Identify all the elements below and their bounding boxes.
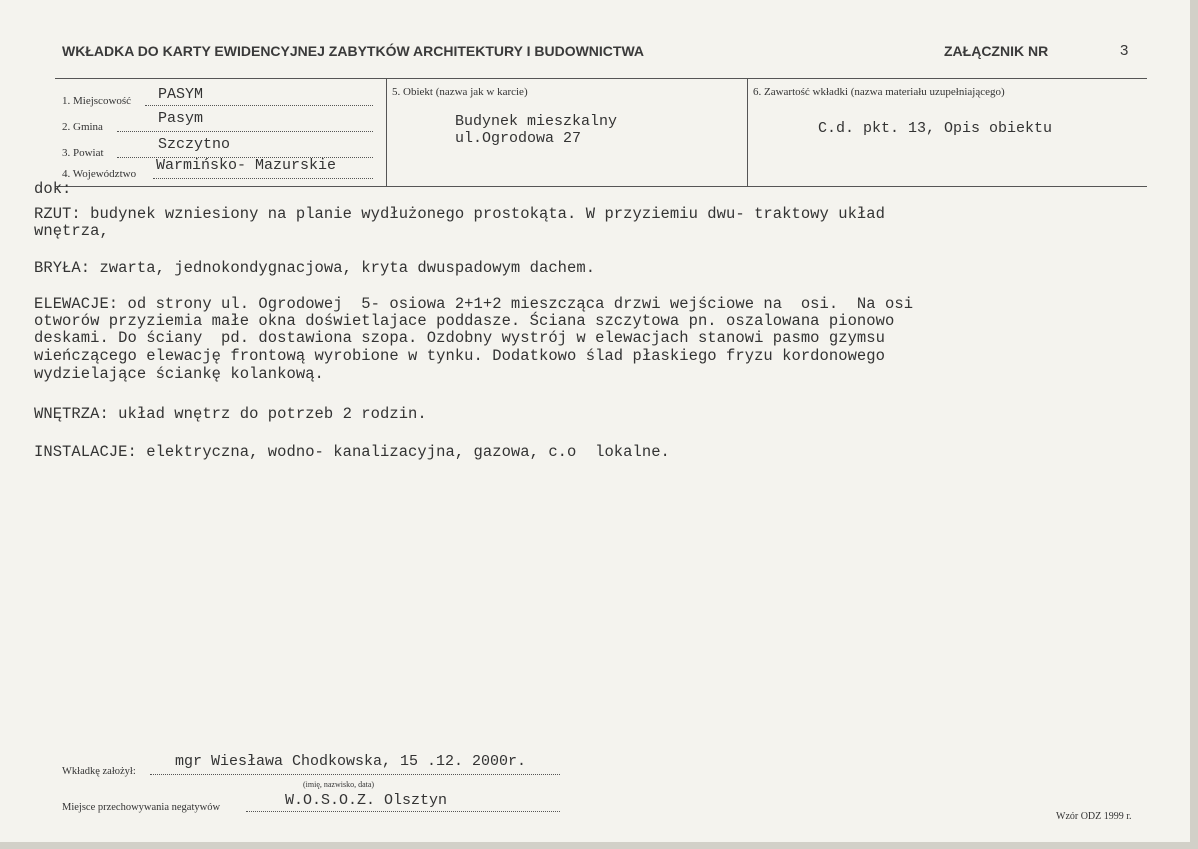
content-value: C.d. pkt. 13, Opis obiektu [818, 120, 1053, 137]
object-address: ul.Ogrodowa 27 [455, 130, 582, 147]
content-label: 6. Zawartość wkładki (nazwa materiału uzupełniającego) [753, 86, 1005, 98]
wojewodztwo-line [153, 178, 373, 179]
elewacje-line: wieńczącego elewację frontową wyrobione w tynku. Dodatkowo ślad płaskiego fryzu kordonowego [34, 347, 885, 365]
wnetrza-line: WNĘTRZA: układ wnętrz do potrzeb 2 rodzin. [34, 405, 427, 423]
miejscowosc-label: 1. Miejscowość [62, 95, 132, 107]
storage-line [246, 811, 560, 812]
rzut-line: RZUT: budynek wzniesiony na planie wydłużonego prostokąta. W przyziemiu dwu- traktowy układ [34, 205, 885, 223]
rzut-line: wnętrza, [34, 222, 109, 240]
storage-label: Miejsce przechowywania negatywów [62, 802, 221, 813]
attachment-label: ZAŁĄCZNIK NR [944, 43, 1049, 59]
bryla-line: BRYŁA: zwarta, jednokondygnacjowa, kryta dwuspadowym dachem. [34, 259, 596, 277]
miejscowosc-line [145, 105, 373, 106]
wojewodztwo-label: 4. Województwo [62, 168, 137, 180]
elewacje-line: ELEWACJE: od strony ul. Ogrodowej 5- osiowa 2+1+2 mieszcząca drzwi wejściowe na osi. Na osi [34, 295, 914, 313]
author-hint: (imię, nazwisko, data) [303, 780, 375, 789]
column-divider [386, 78, 387, 186]
page-edge [1190, 0, 1198, 849]
storage-value: W.O.S.O.Z. Olsztyn [285, 792, 448, 809]
miejscowosc-value: PASYM [158, 86, 204, 103]
column-divider [747, 78, 748, 186]
author-label: Wkładkę założył: [62, 766, 136, 777]
gmina-line [117, 131, 373, 132]
elewacje-line: deskami. Do ściany pd. dostawiona szopa. Ozdobny wystrój w elewacjach stanowi pasmo gzymsu [34, 329, 885, 347]
table-bottom-rule [55, 186, 1147, 187]
powiat-value: Szczytno [158, 136, 231, 153]
author-line [150, 774, 560, 775]
gmina-label: 2. Gmina [62, 121, 103, 133]
object-label: 5. Obiekt (nazwa jak w karcie) [392, 86, 528, 98]
gmina-value: Pasym [158, 110, 204, 127]
attachment-number: 3 [1120, 42, 1129, 59]
wojewodztwo-value: Warmińsko- Mazurskie [156, 157, 337, 174]
dok-label: dok: [34, 180, 72, 198]
form-title: WKŁADKA DO KARTY EWIDENCYJNEJ ZABYTKÓW ARCHITEKTURY I BUDOWNICTWA [62, 43, 645, 59]
object-name: Budynek mieszkalny [455, 113, 618, 130]
elewacje-line: wydzielające ściankę kolankową. [34, 365, 324, 383]
form-version: Wzór ODZ 1999 r. [1056, 811, 1132, 822]
instalacje-line: INSTALACJE: elektryczna, wodno- kanalizacyjna, gazowa, c.o lokalne. [34, 443, 670, 461]
elewacje-line: otworów przyziemia małe okna doświetlajace poddasze. Ściana szczytowa pn. oszalowana pionowo [34, 312, 895, 330]
author-value: mgr Wiesława Chodkowska, 15 .12. 2000r. [175, 753, 527, 770]
page-edge [0, 842, 1198, 849]
table-top-rule [55, 78, 1147, 79]
powiat-label: 3. Powiat [62, 147, 104, 159]
